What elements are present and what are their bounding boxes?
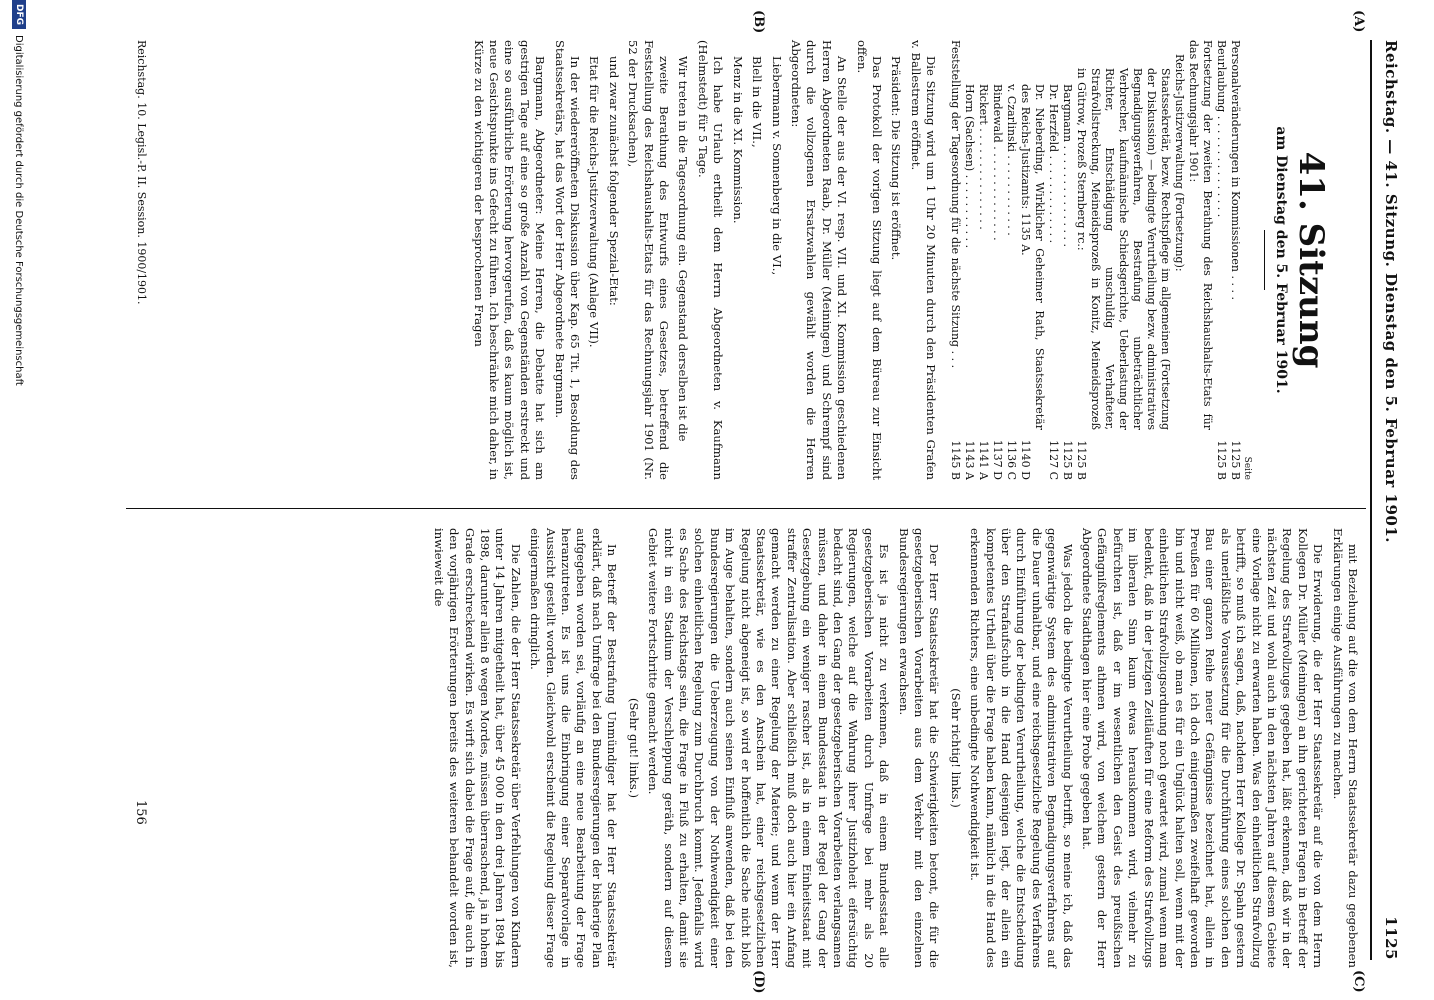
left-column	[466, 40, 1360, 480]
toc-row	[1046, 40, 1060, 480]
digitization-credit	[8, 0, 30, 1000]
paragraph: Menz in die XI. Kommission.	[730, 56, 745, 224]
margin-letter-a: (A)	[1351, 10, 1366, 33]
toc-entry-text: Reichs-Justizverwaltung (Fortsetzung):	[1173, 54, 1187, 272]
title-rule	[1264, 230, 1265, 290]
margin-letter-c: (C)	[1351, 970, 1366, 993]
toc-entry-ref: 1125 B	[1229, 440, 1243, 480]
paragraph: Was jedoch die bedingte Verurtheilung betrifft, so meine ich, daß das gegenwärtige System des administrativen Begnadigungsverfahrens auf die Dauer unhaltbar, und eine reichsgesetzliche Regelung des Verfahrens durch Einführung der bedingten Verurtheilung, welche die Entscheidung über den Strafaufschub in die Hand desjenigen legt, der allein ein kompetentes Urtheil über die Frage haben kann, nämlich in die Hand des erkennenden Richters, eine unbedingte Nothwendigkeit ist.	[968, 528, 1075, 968]
toc-row	[962, 40, 976, 480]
toc-row	[948, 40, 962, 480]
toc-entry-text: Dr. Herzfeld . . . . . . . . . . . . .	[1047, 84, 1061, 244]
paragraph: In der wiedereröffneten Diskussion über Kap. 65 Tit. 1, Besoldung des Staatssekretärs, hat das Wort der Herr Abgeordnete Bargmann.	[552, 40, 583, 480]
toc-row	[1186, 40, 1214, 480]
toc-entry-ref: 1125 B	[1075, 440, 1089, 480]
paragraph: Die Sitzung wird um 1 Uhr 20 Minuten durch den Präsidenten Grafen v. Ballestrem eröffnet.	[908, 40, 939, 480]
paragraph: Es ist ja nicht zu verkennen, daß in einem Bundesstaat alle gesetzgeberischen Vorarbeiten durch Umfrage bei mehr als 20 Regierungen, welche auf die Wahrung ihrer Justizhoheit eifersüchtig bedacht sind, den Gang der gesetzgeberischen Vorarbeiten verlangsamen müssen, und daher in einem Bundesstaat in der Regel der Gang der Gesetzgebung ein weniger rascher ist, als in einem Einheitsstaat mit straffer Zentralisation. Aber schließlich muß doch auch hier ein Anfang gemacht werden zu einer Regelung der Materie; und wenn der Herr Staatssekretär, wie es den Anschein hat, einer reichsgesetzlichen Regelung nicht abgeneigt ist, so wird er hoffentlich die Sache nicht bloß im Auge behalten, sondern auch seinen Einfluß anwenden, daß bei den Bundesregierungen die Ueberzeugung von der Nothwendigkeit einer solchen einheitlichen Regelung zum Durchbruch kommt. Jedenfalls wird es Sache des Reichstags sein, die Frage in Fluß zu erhalten, damit sie nicht in ein Stadium der Verschleppung geräth, sondern auf diesem Gebiet weitere Fortschritte gemacht werden.	[646, 528, 892, 968]
paragraph: Bargmann, Abgeordneter: Meine Herren, die Debatte hat sich am gestrigen Tage auf eine so große Anzahl von Gegenständen erstreckt und eine so ausführliche Erörterung hervorgerufen, daß es kaum möglich ist, neue Gesichtspunkte ins Gefecht zu führen. Ich beschränke mich daher, in Kürze zu den wichtigeren der besprochenen Fragen	[471, 40, 548, 480]
interjection: (Sehr gut! links.)	[626, 698, 641, 798]
toc-entry-ref: 1125 B	[1215, 440, 1229, 480]
toc-entry-ref: 1136 C	[1005, 440, 1019, 480]
toc-row	[976, 40, 990, 480]
toc-entry-text: Bindewald . . . . . . . . . . . . . .	[991, 84, 1005, 241]
right-column	[426, 528, 1360, 968]
toc-entry-ref: 1145 B	[949, 440, 963, 480]
paragraph: Der Herr Staatssekretär hat die Schwierigkeiten betont, die für die gesetzgeberischen Vorarbeiten aus dem Verkehr mit den einzelnen Bundesregierungen erwachsen.	[896, 528, 942, 968]
margin-letter-d: (D)	[751, 970, 766, 994]
table-of-contents	[948, 40, 1242, 480]
toc-entry-text: Dr. Nieberding, Wirklicher Geheimer Rath, Staatssekretär des Reichs-Justizamts: 1135 A.	[1019, 84, 1047, 430]
toc-row	[1172, 40, 1186, 480]
session-subtitle: am Dienstag den 5. Februar 1901.	[1273, 126, 1289, 394]
paragraph: zweite Berathung des Entwurfs eines Gesetzes, betreffend die Feststellung des Reichshaushalts-Etats für das Rechnungsjahr 1901 (Nr. 52 der Drucksachen),	[626, 40, 672, 480]
toc-entry-text: Horn (Sachsen) . . . . . . . . . . .	[963, 84, 977, 249]
header-rule	[1370, 40, 1372, 960]
toc-row	[1214, 40, 1228, 480]
session-title: 41. Sitzung	[1291, 151, 1331, 369]
toc-entry-ref: 1127 C	[1047, 440, 1061, 480]
toc-row	[1018, 40, 1046, 480]
toc-entry-text: Beurlaubung . . . . . . . . . . . . . . .	[1215, 40, 1229, 218]
footer-sheet-number: 156	[133, 800, 148, 825]
toc-entry-text: Rickert . . . . . . . . . . . . . . .	[977, 84, 991, 230]
paragraph: und zwar zunächst folgender Spezial-Etat:	[606, 56, 621, 306]
running-head-title: Reichstag. — 41. Sitzung. Dienstag den 5. Februar 1901.	[1382, 40, 1400, 544]
paragraph: An Stelle der aus der VI. resp. VII. und XI. Kommission geschiedenen Herren Abgeordneten Raab, Dr. Müller (Meiningen) und Schrempf sind durch die vollzogenen Ersatzwahlen gewählt worden die Herren Abgeordneten:	[788, 40, 850, 480]
toc-entry-text: Bargmann . . . . . . . . . . . . . . .	[1061, 84, 1075, 247]
left-body-text	[470, 40, 938, 480]
toc-entry-text: Feststellung der Tagesordnung für die nächste Sitzung . . .	[949, 40, 963, 369]
paragraph: Das Protokoll der vorigen Sitzung liegt auf dem Büreau zur Einsicht offen.	[854, 40, 884, 480]
column-divider	[126, 508, 1366, 509]
paragraph: Blell in die VII.,	[750, 56, 765, 148]
toc-entry-text: Fortsetzung der zweiten Berathung des Reichshaushalts-Etats für das Rechnungsjahr 1901:	[1187, 40, 1215, 430]
interjection: (Sehr richtig! links.)	[948, 688, 963, 808]
seite-label: Seite	[1241, 456, 1252, 480]
toc-entry-text: v. Czarlinski . . . . . . . . . . . .	[1005, 84, 1019, 236]
toc-entry-text: Staatssekretär, bezw. Rechtspflege im allgemeinen (Fortsetzung der Diskussion) — bedingte Verurtheilung bezw. administratives Begnadigungsverfahren, Bestrafung unbeträchtlicher Verbrecher, kaufmännische Schiedsgerichte, Ueberlastung der Richter, Entschädigung unschuldig Verhafteter, Strafvollstreckung, Meineidsprozeß in Konitz, Meineidsprozeß in Gütrow, Prozeß Sternberg rc.:	[1075, 68, 1173, 430]
paragraph: In Betreff der Bestrafung Unmündiger hat der Herr Staatssekretär erklärt, daß nach Umfrage bei den Bundesregierungen der bisherige Plan aufgegeben worden sei, vorläufig an eine neue Bearbeitung der Frage heranzutreten. Es ist uns die Einbringung einer Separatvorlage in Aussicht gestellt worden. Gleichwohl erscheint die Regelung dieser Frage einigermaßen dringlich.	[528, 528, 620, 968]
paragraph: Wir treten in die Tagesordnung ein. Gegenstand derselben ist die	[676, 56, 691, 442]
toc-entry-ref: 1137 D	[991, 439, 1005, 480]
right-body-text	[430, 528, 1360, 968]
toc-row	[1004, 40, 1018, 480]
paragraph: Ich habe Urlaub ertheilt dem Herrn Abgeordneten v. Kaufmann (Helmstedt) für 5 Tage.	[695, 40, 726, 480]
paragraph: Liebermann v. Sonnenberg in die VI.,	[769, 56, 784, 276]
toc-entry-ref: 1141 A	[977, 440, 991, 480]
dfg-logo: DFG	[12, 0, 26, 29]
running-head	[1376, 40, 1406, 960]
toc-row	[1228, 40, 1242, 480]
paragraph: mit Beziehung auf die von dem Herrn Staatssekretär dazu gegebenen Erklärungen einige Ausführungen zu machen.	[1330, 528, 1360, 968]
toc-row	[1060, 40, 1074, 480]
toc-row	[1074, 40, 1172, 480]
footer-session-info: Reichstag. 10. Legisl.-P. II. Session. 1900/1901.	[135, 40, 148, 305]
page-content	[26, 10, 1406, 994]
paragraph: Etat für die Reichs-Justizverwaltung (Anlage VII).	[587, 56, 602, 348]
page-number-top: 1125	[1382, 916, 1400, 960]
paragraph: Die Erwiderung, die der Herr Staatssekretär auf die von dem Herrn Kollegen Dr. Müller (Meiningen) an ihn gerichteten Fragen in Betreff der Regelung des Strafvollzuges gegeben hat, läßt erkennen, daß wir in der nächsten Zeit und wohl auch in den nächsten Jahren auf diesem Gebiete eine Vorlage nicht zu erwarten haben. Was den einheitlichen Strafvollzug betrifft, so muß ich sagen, daß, nachdem Herr Kollege Dr. Spahn gestern als unerläßliche Voraussetzung für die Durchführung eines solchen den Bau einer ganzen Reihe neuer Gefängnisse bezeichnet hat, allein in Preußen für 60 Millionen, ich doch einigermaßen zweifelhaft geworden bin und nicht weiß, ob man es für ein Unglück halten soll, wenn mit der einheitlichen Strafvollzugsordnung noch gewartet wird, zumal wenn man bedenkt, daß in der jetzigen Zeitläuften für eine Reform des Strafvollzugs im liberalen Sinn kaum etwas herauskommen wird, vielmehr zu befürchten ist, daß er im wesentlichen den Geist des preußischen Gefängnißreglements athmen wird, von welchem gestern der Herr Abgeordnete Stadthagen hier eine Probe gegeben hat.	[1080, 528, 1326, 968]
margin-letter-b: (B)	[751, 10, 766, 34]
credit-text: Digitalisierung gefördert durch die Deutsche Forschungsgemeinschaft	[13, 35, 25, 386]
paragraph: Die Zahlen, die der Herr Staatssekretär über Verfehlungen von Kindern unter 14 Jahren mitgetheilt hat, über 45 000 in den drei Jahren 1894 bis 1898, darunter allein 8 wegen Mordes, müssen überraschend, ja in hohem Grade erschreckend wirken. Es wirft sich dabei die Frage auf, die auch in den vorjährigen Erörterungen bereits des weiteren behandelt worden ist, inwieweit die	[431, 528, 523, 968]
toc-entry-text: Personalveränderungen in Kommissionen . . . .	[1229, 40, 1243, 300]
paragraph: Präsident: Die Sitzung ist eröffnet.	[889, 56, 904, 261]
toc-entry-ref: 1140 D	[1019, 439, 1033, 480]
toc-row	[990, 40, 1004, 480]
toc-entry-ref: 1125 B	[1061, 440, 1075, 480]
toc-entry-ref: 1143 A	[963, 440, 977, 480]
